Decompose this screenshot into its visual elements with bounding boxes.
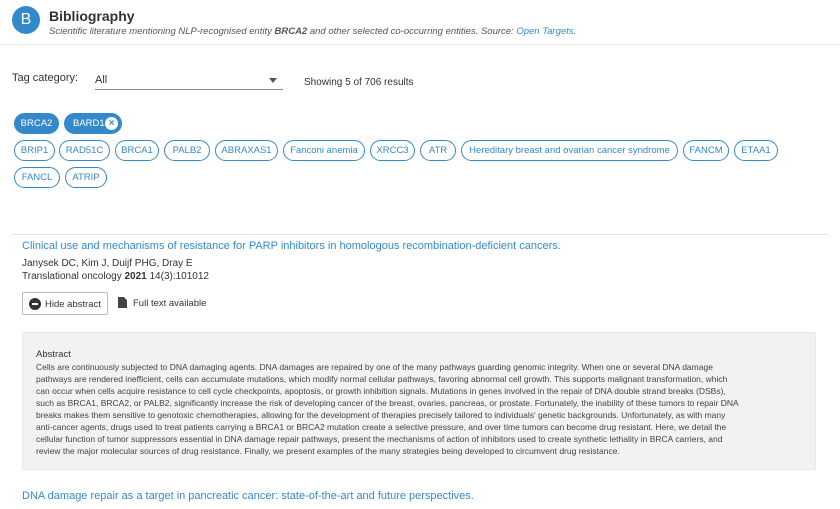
abstract-panel: [22, 332, 816, 470]
hide-abstract-button[interactable]: [22, 292, 108, 315]
chip-atrip[interactable]: [65, 167, 107, 188]
abstract-line: can occur when cells acquire resistance to cell cycle checkpoints, apoptosis, or growth inhibition signals. Mutations in genes involved in the repair of DNA double strand breaks (DSBs),: [36, 386, 726, 397]
tag-category-label: Tag category:: [12, 72, 79, 84]
abstract-line: breaks makes them sensitive to genotoxic chemotherapies, allowing for the development of therapies precisely tailored to individuals' genetic backgrounds. Unfortunately, as with many: [36, 410, 726, 421]
publication-title-link[interactable]: Clinical use and mechanisms of resistance for PARP inhibitors in homologous recombination-deficient cancers.: [22, 240, 561, 252]
chip-label: Fanconi anemia: [290, 145, 358, 156]
divider: [12, 234, 828, 235]
publication-authors: Janysek DC, Kim J, Duijf PHG, Dray E: [22, 258, 193, 269]
chip-label: ETAA1: [741, 145, 771, 156]
chip-label: ABRAXAS1: [221, 145, 272, 156]
chip-brip1[interactable]: [14, 140, 55, 161]
subtitle-text-mid: and other selected co-occurring entities. Source:: [307, 26, 517, 37]
chip-label: FANCL: [21, 172, 53, 183]
abstract-line: review the major molecular sources of drug resistance. Finally, we present examples of the many strategies being developed to circumvent drug resistance.: [36, 446, 620, 457]
abstract-line: anti-cancer agents, drugs used to treat patients carrying a BRCA1 or BRCA2 mutation create a selective pressure, and over time tumors can become drug resistant. Here, we detail the: [36, 422, 727, 433]
chip-abraxas1[interactable]: [215, 140, 278, 161]
chip-rad51c[interactable]: [59, 140, 110, 161]
section-avatar: B: [12, 6, 40, 34]
abstract-line: pathways are rendered inefficient, cells can accumulate mutations, which modify normal cellular pathways, favoring abnormal cell growth. This supports malignant transformation, which: [36, 374, 728, 385]
close-icon[interactable]: ×: [105, 117, 118, 130]
chip-label: PALB2: [172, 145, 202, 156]
chip-label: RAD51C: [65, 145, 104, 156]
chip-selected-bard1[interactable]: [64, 113, 122, 134]
abstract-text: [36, 361, 806, 457]
publication-title-link[interactable]: DNA damage repair as a target in pancreatic cancer: state-of-the-art and future perspectives.: [22, 490, 474, 502]
chip-label: ATR: [428, 145, 448, 156]
section-title: Bibliography: [49, 8, 135, 24]
hide-abstract-label: Hide abstract: [45, 299, 101, 310]
chip-label: BRIP1: [20, 145, 49, 156]
chip-selected-brca2[interactable]: [14, 113, 59, 134]
journal-year: 2021: [124, 271, 147, 282]
chip-label: ATRIP: [72, 172, 100, 183]
open-targets-link[interactable]: Open Targets: [516, 26, 574, 37]
bibliography-header: [0, 0, 840, 45]
results-count: Showing 5 of 706 results: [304, 77, 414, 88]
chip-label: BRCA1: [121, 145, 153, 156]
chip-fancl[interactable]: [14, 167, 60, 188]
abstract-heading: Abstract: [36, 349, 71, 360]
subtitle-end: .: [573, 26, 577, 37]
subtitle-entity: BRCA2: [274, 26, 308, 37]
journal-volume: 14(3):101012: [149, 271, 209, 282]
chip-label: FANCM: [689, 145, 723, 156]
document-icon: [118, 297, 127, 308]
subtitle-text: Scientific literature mentioning NLP-recognised entity: [49, 26, 275, 37]
journal-name: Translational oncology: [22, 271, 122, 282]
remove-circle-icon: [29, 298, 41, 310]
chevron-down-icon: [269, 78, 277, 83]
chip-hboc-syndrome[interactable]: [461, 140, 678, 161]
chip-atr[interactable]: [420, 140, 456, 161]
abstract-line: Cells are continuously subjected to DNA damaging agents. DNA damages are repaired by one of the many pathways guarding genomic integrity. When one or several DNA damage: [36, 362, 713, 372]
publication-journal: [22, 271, 209, 282]
chip-palb2[interactable]: [164, 140, 210, 161]
chip-brca1[interactable]: [115, 140, 159, 161]
abstract-line: cellular function of tumor suppressors essential in DNA damage repair pathways, present the mechanisms of action of inhibitors used to create synthetic lethality in BRCA carriers, and: [36, 434, 723, 445]
chip-label: BRCA2: [20, 118, 53, 129]
chip-xrcc3[interactable]: [370, 140, 415, 161]
chip-label: Hereditary breast and ovarian cancer syndrome: [469, 145, 670, 156]
chip-fanconi-anemia[interactable]: [283, 140, 365, 161]
chip-label: XRCC3: [376, 145, 409, 156]
chip-etaa1[interactable]: [734, 140, 778, 161]
tag-category-select[interactable]: [95, 70, 283, 90]
chip-fancm[interactable]: [683, 140, 729, 161]
tag-category-value: All: [95, 74, 108, 86]
abstract-line: such as BRCA1, BRCA2, or PALB2, significantly increase the risk of developing cancer of the breast, ovaries, pancreas, or prostate. Fortunately, the inability of these tumors to repair DNA: [36, 398, 739, 409]
full-text-available: Full text available: [133, 298, 207, 309]
chip-label: BARD1: [73, 118, 105, 129]
section-subtitle: [49, 26, 576, 37]
